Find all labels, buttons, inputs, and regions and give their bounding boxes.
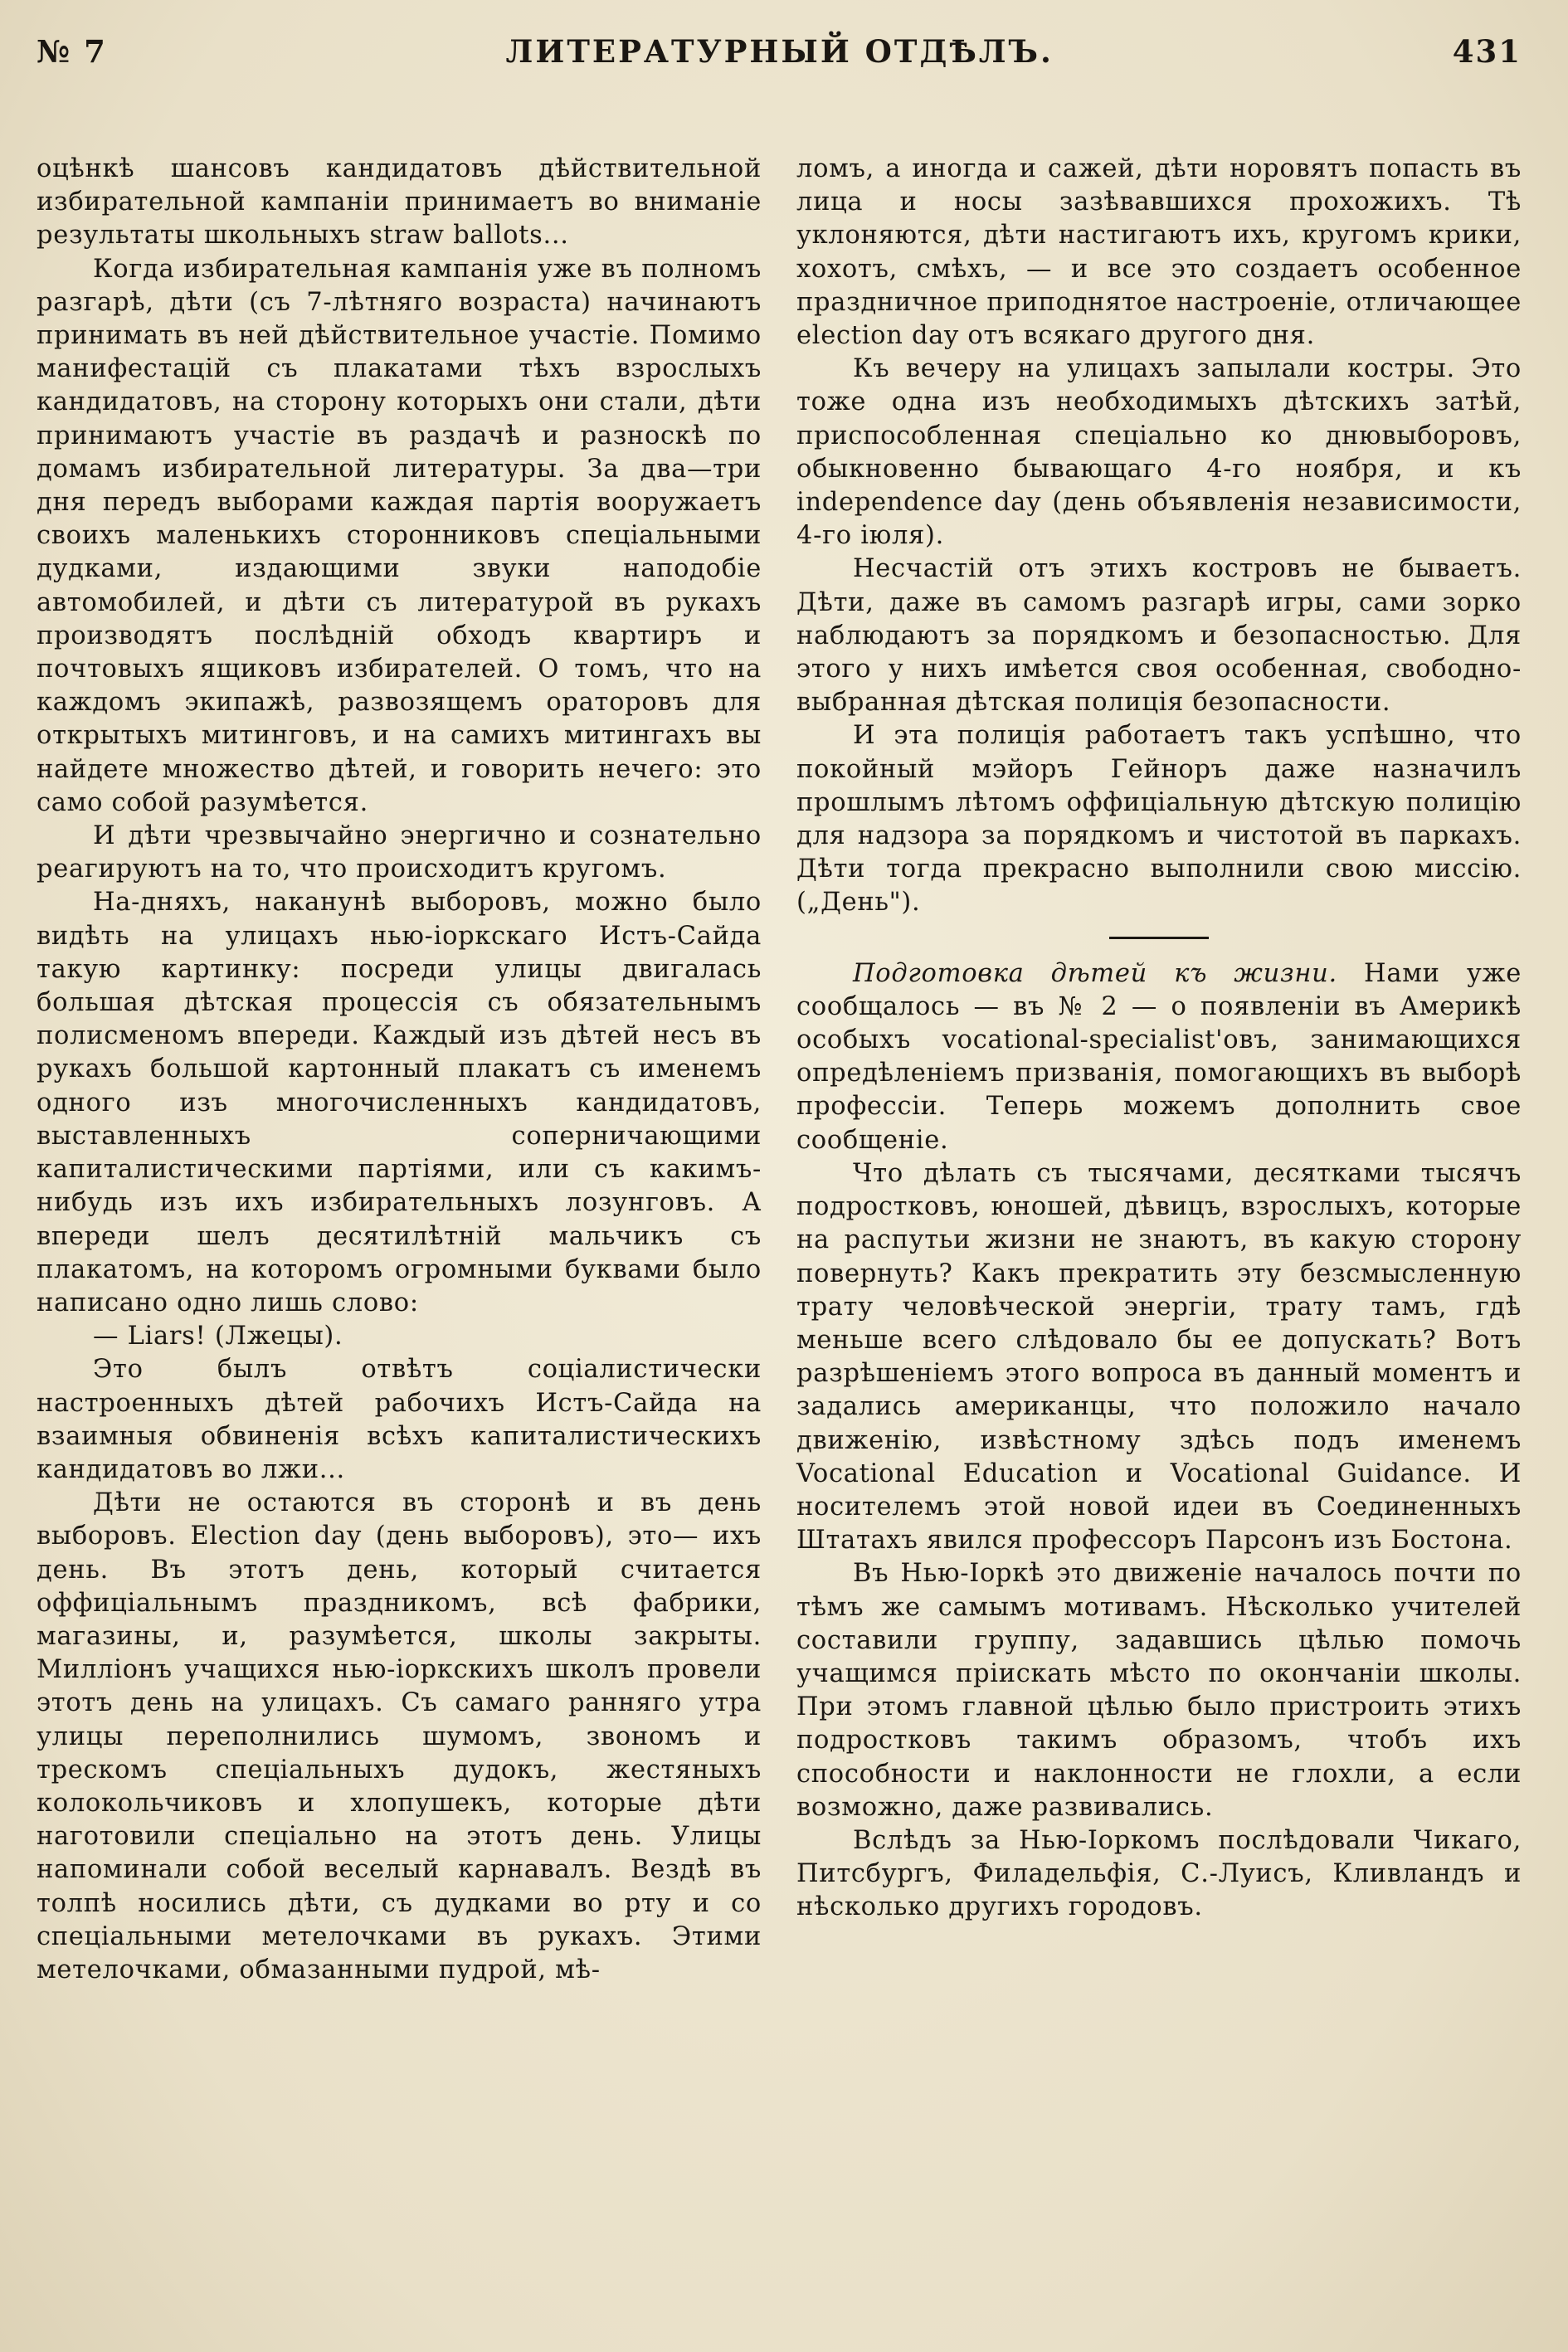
paragraph: Несчастій отъ этихъ костровъ не бываетъ. Дѣти, даже въ самомъ разгарѣ игры, сами зорко наблюдаютъ за порядкомъ и безопасностью. Для этого у нихъ имѣется своя особенная, свободно-выбранная дѣтская полиція безопасности. (796, 554, 1522, 718)
paragraph: Это былъ отвѣтъ соціалистически настроенныхъ дѣтей рабочихъ Истъ-Сайда на взаимныя обвиненія всѣхъ капиталистическихъ кандидатовъ во лжи... (37, 1355, 762, 1484)
section-divider (1109, 937, 1209, 939)
paragraph: оцѣнкѣ шансовъ кандидатовъ дѣйствительной избирательной кампаніи принимаетъ во вниманіе результаты школьныхъ straw ballots... (37, 154, 762, 251)
page-number: 431 (1452, 33, 1522, 70)
paragraph: На-дняхъ, наканунѣ выборовъ, можно было видѣть на улицахъ нью-іоркскаго Истъ-Сайда такую картинку: посреди улицы двигалась большая дѣтская процессія съ обязательнымъ полисменомъ впереди. Каждый изъ дѣтей несъ въ рукахъ большой картонный плакатъ съ именемъ одного изъ многочисленныхъ кандидатовъ, выставленныхъ соперничающими капиталистическими партіями, или съ какимъ-нибудь изъ ихъ избирательныхъ лозунговъ. А впереди шелъ десятилѣтній мальчикъ съ плакатомъ, на которомъ огромными буквами было написано одно лишь слово: (37, 888, 762, 1317)
paragraph: Вслѣдъ за Нью-Іоркомъ послѣдовали Чикаго, Питсбургъ, Филадельфія, С.-Луисъ, Кливландъ и нѣсколько другихъ городовъ. (796, 1825, 1522, 1922)
paragraph: И эта полиція работаетъ такъ успѣшно, что покойный мэйоръ Гейноръ даже назначилъ прошлымъ лѣтомъ оффиціальную дѣтскую полицію для надзора за порядкомъ и чистотой въ паркахъ. Дѣти тогда прекрасно выполнили свою миссію. („День"). (796, 721, 1522, 918)
section-lead-paragraph (796, 957, 1522, 1157)
issue-number: № 7 (37, 33, 107, 70)
quoted-slogan: — Liars! (Лжецы). (93, 1322, 343, 1351)
left-column (37, 153, 762, 1987)
paragraph: Къ вечеру на улицахъ запылали костры. Это тоже одна изъ необходимыхъ дѣтскихъ затѣй, приспособленная спеціально ко днювыборовъ, обыкновенно бывающаго 4-го ноября, и къ independence day (день объявленія независимости, 4-го іюля). (796, 354, 1522, 551)
text-columns (37, 153, 1522, 1987)
paragraph: Что дѣлать съ тысячами, десятками тысячъ подростковъ, юношей, дѣвицъ, взрослыхъ, которые на распутьи жизни не знаютъ, въ какую сторону повернуть? Какъ прекратить эту безсмысленную трату человѣческой энергіи, трату тамъ, гдѣ меньше всего слѣдовало бы ее допускать? Вотъ разрѣшеніемъ этого вопроса въ данный моментъ и задались американцы, что положило начало движенію, извѣстному здѣсь подъ именемъ Vocational Education и Vocational Guidance. И носителемъ этой новой идеи въ Соединенныхъ Штатахъ явился профессоръ Парсонъ изъ Бостона. (796, 1158, 1522, 1556)
page-header (37, 33, 1522, 93)
paragraph: Въ Нью-Іоркѣ это движеніе началось почти по тѣмъ же самымъ мотивамъ. Нѣсколько учителей составили группу, задавшись цѣлью помочь учащимся пріискать мѣсто по окончаніи школы. При этомъ главной цѣлью было пристроить этихъ подростковъ такимъ образомъ, чтобъ ихъ способности и наклонности не глохли, а если возможно, даже развивались. (796, 1559, 1522, 1822)
paragraph: Дѣти не остаются въ сторонѣ и въ день выборовъ. Election day (день выборовъ), это— ихъ день. Въ этотъ день, который считается оффиціальнымъ праздникомъ, всѣ фабрики, магазины, и, разумѣется, школы закрыты. Милліонъ учащихся нью-іоркскихъ школъ провели этотъ день на улицахъ. Съ самаго ранняго утра улицы переполнились шумомъ, звономъ и трескомъ спеціальныхъ дудокъ, жестяныхъ колокольчиковъ и хлопушекъ, которые дѣти наготовили спеціально на этотъ день. Улицы напоминали собой веселый карнавалъ. Вездѣ въ толпѣ носились дѣти, съ дудками во рту и со спеціальными метелочками въ рукахъ. Этими метелочками, обмазанными пудрой, мѣ- (37, 1488, 762, 1984)
right-column (796, 153, 1522, 1987)
section-title: ЛИТЕРАТУРНЫЙ ОТДѢЛЪ. (505, 33, 1054, 70)
section-heading: Подготовка дѣтей къ жизни. (853, 958, 1337, 988)
section-lead-text: Нами уже сообщалось — въ № 2 — о появленіи въ Америкѣ особыхъ vocational-specialist'овъ, занимающихся опредѣленіемъ призванія, помогающихъ въ выборѣ профессіи. Теперь можемъ дополнить свое сообщеніе. (796, 958, 1522, 1155)
paragraph: И дѣти чрезвычайно энергично и сознательно реагируютъ на то, что происходитъ кругомъ. (37, 821, 762, 884)
paragraph: ломъ, а иногда и сажей, дѣти норовятъ попасть въ лица и носы зазѣвавшихся прохожихъ. Тѣ уклоняются, дѣти настигаютъ ихъ, кругомъ крики, хохотъ, смѣхъ, — и все это создаетъ особенное праздничное приподнятое настроеніе, отличающее election day отъ всякаго другого дня. (796, 154, 1522, 351)
paragraph: Когда избирательная кампанія уже въ полномъ разгарѣ, дѣти (съ 7-лѣтняго возраста) начинаютъ принимать въ ней дѣйствительное участіе. Помимо манифестацій съ плакатами тѣхъ взрослыхъ кандидатовъ, на сторону которыхъ они стали, дѣти принимаютъ участіе въ раздачѣ и разноскѣ по домамъ избирательной литературы. За два—три дня передъ выборами каждая партія вооружаетъ своихъ маленькихъ сторонниковъ спеціальными дудками, издающими звуки наподобіе автомобилей, и дѣти съ литературой въ рукахъ производятъ послѣдній обходъ квартиръ и почтовыхъ ящиковъ избирателей. О томъ, что на каждомъ экипажѣ, развозящемъ ораторовъ для открытыхъ митинговъ, и на самихъ митингахъ вы найдете множество дѣтей, и говорить нечего: это само собой разумѣется. (37, 254, 762, 817)
